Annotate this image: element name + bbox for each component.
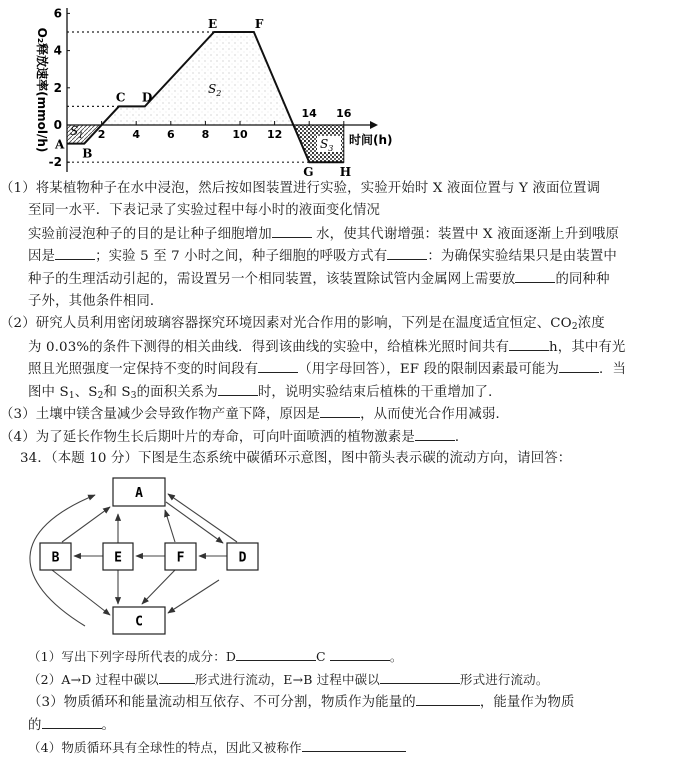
text-span: 因是	[28, 249, 56, 264]
arrow-d-to-a	[168, 494, 237, 542]
q1-line-3	[28, 223, 619, 246]
answer-blank[interactable]	[159, 669, 195, 684]
y-axis-label: O₂释放速率(mmol/h)	[35, 27, 49, 153]
text-span: 种子的生理活动引起的，需设置另一个相同装置，该装置除试管内金属网上需要放	[28, 272, 516, 287]
area-label-s1: $S_1$	[70, 124, 84, 140]
answer-blank[interactable]	[258, 358, 298, 373]
text-span: 浓度	[577, 316, 605, 331]
text-span: 水，使其代谢增强：装置中 X 液面逐渐上升到哦原	[311, 227, 619, 242]
text-span: （3）土壤中镁含量减少会导致作物产童下降，原因是	[0, 407, 321, 422]
text-span: （2）A→D 过程中碳以	[28, 672, 159, 687]
node-label-a: A	[135, 486, 143, 501]
text-span: 的面积关系为	[136, 385, 218, 400]
y-tick-label: 4	[53, 43, 62, 58]
y-tick-label: 2	[53, 80, 62, 95]
carbon-cycle-diagram	[20, 470, 280, 640]
answer-blank[interactable]	[218, 381, 258, 396]
q2-line-2	[28, 336, 625, 359]
x-tick-label: 10	[232, 128, 248, 141]
text-span: ，能量作为物质	[479, 695, 575, 710]
text-sub: 2	[97, 391, 104, 401]
text-span: C	[316, 649, 330, 664]
x-tick-label: 8	[201, 128, 210, 141]
point-label-f: F	[254, 17, 264, 31]
answer-blank[interactable]	[42, 714, 102, 729]
text-span: ：为确保实验结果只是由装置中	[427, 249, 617, 264]
node-label-b: B	[51, 550, 60, 566]
arrow-f-to-c	[142, 570, 175, 604]
node-label-d: D	[238, 550, 247, 566]
answer-blank[interactable]	[330, 646, 390, 661]
s2-line	[28, 669, 548, 691]
x-axis-label: 时间(h)	[349, 133, 393, 147]
arrow-b-to-a	[62, 507, 110, 542]
q1-line-1	[0, 178, 600, 200]
node-label-e: E	[114, 550, 122, 566]
text-span: 图中 S	[28, 385, 69, 400]
answer-blank[interactable]	[415, 426, 455, 441]
y-tick-label: -2	[48, 155, 62, 170]
x-tick-label: 2	[97, 128, 106, 141]
q1-line-5	[28, 268, 610, 291]
answer-blank[interactable]	[320, 403, 360, 418]
text-span: （4）为了延长作物生长后期叶片的寿命，可向叶面喷洒的植物激素是	[0, 430, 415, 445]
answer-blank[interactable]	[387, 245, 427, 260]
point-label-e: E	[208, 17, 218, 31]
s4-line	[28, 737, 406, 759]
point-label-c: C	[115, 90, 126, 105]
x-tick-label: 6	[166, 128, 175, 141]
text-span: 34．（本题 10 分）下图是生态系统中碳循环示意图，图中箭头表示碳的流动方向，请回答：	[20, 451, 572, 466]
text-span: 。	[101, 718, 116, 733]
answer-blank[interactable]	[55, 245, 95, 260]
q1-line-6	[28, 291, 163, 313]
text-span: 和 S	[103, 385, 131, 400]
text-span: 形式进行流动。	[459, 672, 549, 687]
x-axis-arrow-icon	[370, 121, 378, 129]
text-span: 的同种种	[555, 272, 610, 287]
answer-blank[interactable]	[380, 669, 460, 684]
area-label-s2: $S_2$	[208, 82, 222, 98]
text-span: ．	[454, 430, 469, 445]
text-sub: 2	[571, 322, 578, 332]
text-span: 子外，其他条件相同．	[28, 294, 164, 309]
text-span: 时，说明实验结束后植株的干重增加了．	[257, 385, 502, 400]
answer-blank[interactable]	[559, 358, 599, 373]
point-label-g: G	[303, 165, 314, 180]
text-span: 。	[389, 649, 403, 664]
x-tick-label: 14	[301, 107, 317, 120]
node-label-f: F	[176, 550, 185, 566]
answer-blank[interactable]	[416, 691, 480, 706]
point-label-a: A	[55, 137, 65, 152]
text-span: （1）写出下列字母所代表的成分：D	[28, 649, 237, 664]
x-tick-label: 4	[132, 128, 141, 141]
s3-line	[28, 691, 575, 714]
y-tick-label: 0	[53, 118, 62, 132]
answer-blank[interactable]	[515, 268, 555, 283]
text-span: （用字母回答），EF 段的限制因素最可能为	[298, 362, 560, 377]
text-span: ；实验 5 至 7 小时之间，种子细胞的呼吸方式有	[95, 249, 388, 264]
point-label-b: B	[82, 146, 93, 161]
area-s2	[102, 32, 294, 125]
y-tick-label: 6	[53, 6, 62, 21]
q1-line-4	[28, 245, 617, 268]
text-span: 形式进行流动，E→B 过程中碳以	[194, 672, 380, 687]
text-span: 为 0.03%的条件下测得的相关曲线．得到该曲线的实验中，给植株光照时间共有	[28, 340, 509, 355]
point-label-d: D	[141, 90, 153, 105]
text-span: 、S	[74, 385, 98, 400]
point-label-h: H	[339, 165, 352, 180]
text-span: 实验前浸泡种子的目的是让种子细胞增加	[28, 227, 272, 242]
text-span: （4）物质循环具有全球性的特点，因此又被称作	[28, 740, 302, 755]
arrow-a-to-d	[166, 502, 223, 543]
answer-blank[interactable]	[302, 737, 406, 752]
text-span: h，其中有光	[549, 340, 626, 355]
q4-line	[0, 426, 468, 449]
text-span: （2）研究人员利用密闭玻璃容器探究环境因素对光合作用的影响，下列是在温度适宜恒定、CO	[0, 316, 572, 331]
s1-line	[28, 646, 403, 668]
text-span: ．当	[599, 362, 627, 377]
x-tick-label: 12	[266, 128, 283, 141]
text-span: （3）物质循环和能量流动相互依存、不可分割，物质作为能量的	[28, 695, 416, 710]
q1-line-2	[28, 200, 380, 222]
q2-line-3	[28, 358, 626, 381]
q2-line-1	[0, 313, 605, 338]
text-sub: 1	[68, 391, 75, 401]
s3-line-2	[28, 714, 115, 737]
arrow-f-to-a	[165, 510, 175, 542]
text-span: 照且光照强度一定保持不变的时间段有	[28, 362, 259, 377]
text-span: 的	[28, 718, 42, 733]
x-tick-label: 16	[336, 107, 352, 120]
answer-blank[interactable]	[509, 336, 549, 351]
text-span: ，从而使光合作用减弱．	[360, 407, 510, 422]
node-label-c: C	[135, 614, 143, 630]
arrow-d-to-c	[168, 580, 219, 613]
text-span: 至同一水平．下表记录了实验过程中每小时的液面变化情况	[28, 203, 381, 218]
q34-heading	[20, 448, 571, 470]
area-label-s3: $S_3$	[320, 137, 334, 153]
text-span: （1）将某植物种子在水中浸泡，然后按如图装置进行实验，实验开始时 X 液面位置与 Y 液面位置调	[0, 181, 601, 196]
q3-line	[0, 403, 509, 426]
text-sub: 3	[130, 391, 137, 401]
answer-blank[interactable]	[236, 646, 316, 661]
answer-blank[interactable]	[272, 223, 312, 238]
o2-release-rate-chart	[0, 0, 400, 180]
